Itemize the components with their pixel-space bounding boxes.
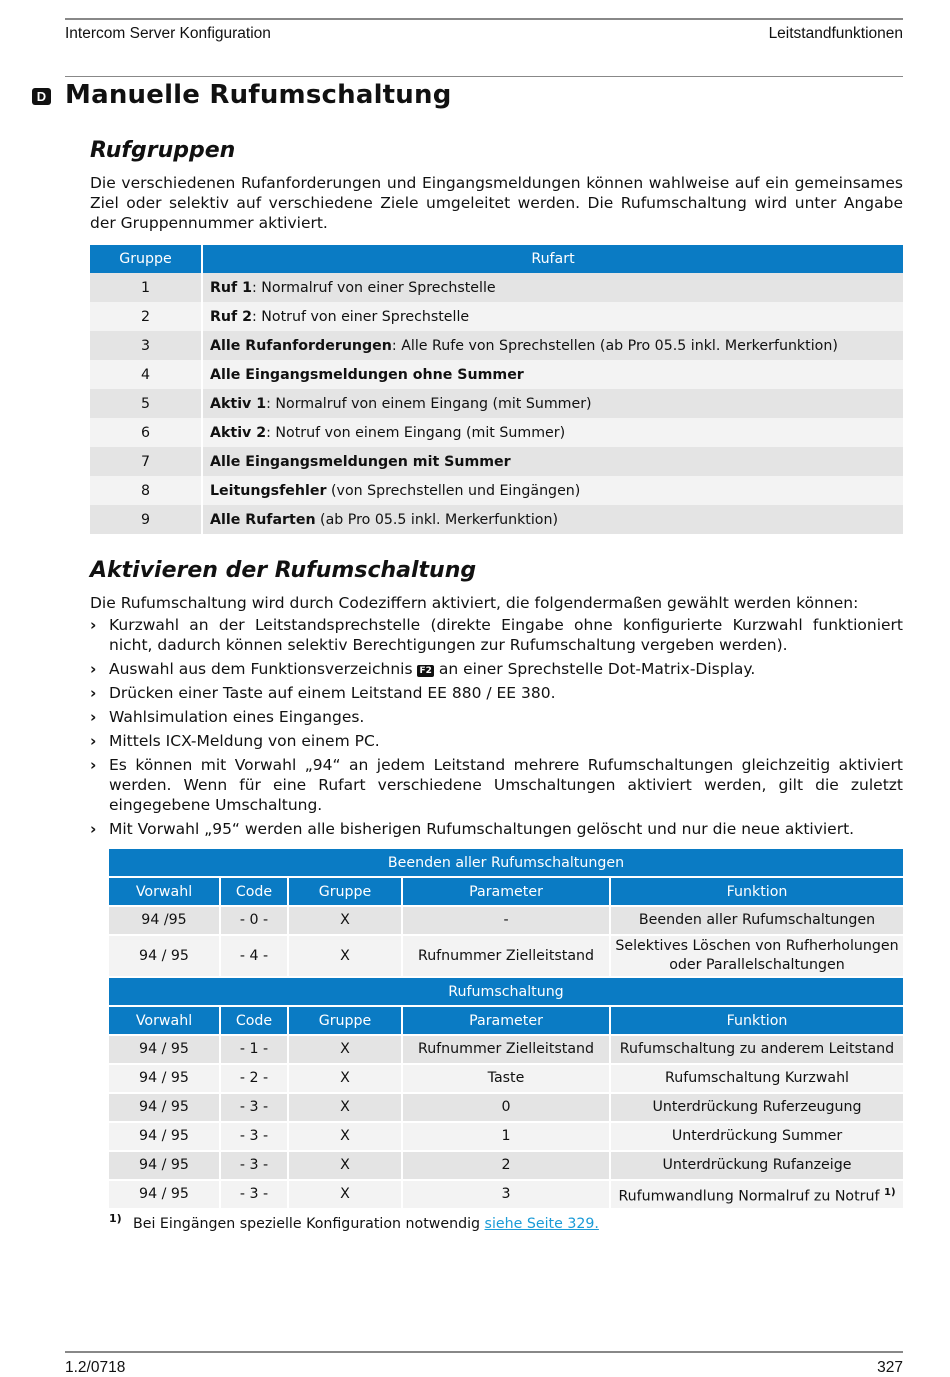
list-item [90, 683, 903, 703]
call-type [202, 476, 903, 505]
cell-vorwahl-value: 94 / 95 [139, 1157, 189, 1173]
call-type-name: Alle Eingangsmeldungen ohne Summer [210, 366, 524, 383]
cell-parameter-value: 3 [501, 1186, 511, 1202]
cell-parameter [402, 906, 610, 935]
cell-gruppe-value: X [340, 912, 350, 928]
table-group-title: Rufumschaltung [109, 977, 903, 1006]
bullet-text: Kurzwahl an der Leitstandsprechstelle (direkte Eingabe ohne konfigurierte Kurzwahl funktioniert nicht, dadurch können selektiv Berechtigungen zur Rufumschaltung vergeben werden). [109, 616, 903, 654]
cell-code [220, 1122, 288, 1151]
cell-code-value: - 3 - [239, 1157, 269, 1173]
cell-code [220, 1093, 288, 1122]
group-number: 1 [90, 273, 202, 302]
column-header-funktion: Funktion [610, 877, 903, 906]
column-header-code: Code [220, 1006, 288, 1035]
bullet-text: Auswahl aus dem Funktionsverzeichnis [109, 660, 418, 678]
list-item [90, 659, 903, 679]
chevron-right-icon: › [90, 756, 97, 774]
cell-code [220, 1064, 288, 1093]
cell-funktion-value: Beenden aller Rufumschaltungen [638, 912, 876, 928]
page-header [65, 18, 903, 76]
header-doc-title: Intercom Server Konfiguration [65, 25, 271, 42]
list-item [90, 819, 903, 839]
cell-code-value: - 3 - [239, 1099, 269, 1115]
cell-gruppe [288, 935, 402, 977]
column-header-parameter: Parameter [402, 877, 610, 906]
cell-vorwahl [109, 1151, 220, 1180]
cell-funktion [610, 935, 903, 977]
column-header-funktion: Funktion [610, 1006, 903, 1035]
section-heading-aktivieren: Aktivieren der Rufumschaltung [90, 558, 477, 583]
cell-vorwahl-value: 94 / 95 [139, 947, 189, 964]
call-type [202, 273, 903, 302]
main-content [90, 138, 903, 1232]
group-number: 8 [90, 476, 202, 505]
chevron-right-icon: › [90, 616, 97, 634]
cell-funktion [610, 1093, 903, 1122]
bullet-text: Mit Vorwahl „95“ werden alle bisherigen Rufumschaltungen gelöscht und nur die neue aktiviert. [109, 820, 855, 838]
cell-funktion [610, 906, 903, 935]
cell-vorwahl [109, 1064, 220, 1093]
call-type-name: Aktiv 1 [210, 395, 267, 412]
cell-parameter [402, 1035, 610, 1064]
call-type-description: (von Sprechstellen und Eingängen) [326, 482, 581, 499]
cell-code [220, 906, 288, 935]
cell-gruppe-value: X [340, 1070, 350, 1086]
call-type-description: : Normalruf von einer Sprechstelle [252, 279, 496, 296]
column-header-parameter: Parameter [402, 1006, 610, 1035]
table-row [109, 906, 903, 935]
cell-parameter [402, 1093, 610, 1122]
column-header-vorwahl: Vorwahl [109, 1006, 220, 1035]
column-header-gruppe: Gruppe [288, 877, 402, 906]
group-table [90, 245, 903, 534]
call-type [202, 360, 903, 389]
cell-funktion-value: Unterdrückung Summer [671, 1128, 843, 1144]
table-group-row [109, 849, 903, 877]
cell-parameter [402, 1180, 610, 1209]
cell-parameter-value: 2 [501, 1157, 511, 1173]
header-rule-top [65, 18, 903, 20]
table-row [90, 505, 903, 534]
group-table-header-gruppe: Gruppe [90, 245, 202, 273]
cell-funktion [610, 1151, 903, 1180]
table-row [109, 1122, 903, 1151]
table-header-row [109, 1006, 903, 1035]
code-table-body [109, 849, 903, 1209]
call-type [202, 505, 903, 534]
cell-gruppe-value: X [340, 1041, 350, 1057]
group-number: 3 [90, 331, 202, 360]
cell-parameter [402, 1064, 610, 1093]
cell-parameter-value: 1 [501, 1128, 511, 1144]
cell-funktion-value: Rufumwandlung Normalruf zu Notruf [618, 1188, 880, 1205]
bullet-text: Drücken einer Taste auf einem Leitstand EE 880 / EE 380. [109, 684, 556, 702]
table-row [109, 1151, 903, 1180]
call-type-name: Leitungsfehler [210, 482, 327, 499]
table-row [90, 389, 903, 418]
call-type [202, 389, 903, 418]
column-header-vorwahl: Vorwahl [109, 877, 220, 906]
cell-parameter-value: Rufnummer Zielleitstand [417, 1041, 595, 1057]
footer-version: 1.2/0718 [65, 1359, 126, 1376]
call-type-name: Ruf 2 [210, 308, 253, 325]
call-type-name: Alle Eingangsmeldungen mit Summer [210, 453, 511, 470]
bullet-list [90, 615, 903, 839]
cell-code [220, 1151, 288, 1180]
cell-code-value: - 1 - [239, 1041, 269, 1057]
cell-gruppe [288, 1035, 402, 1064]
call-type-description: : Notruf von einer Sprechstelle [252, 308, 470, 325]
table-row [90, 418, 903, 447]
call-type-name: Alle Rufanforderungen [210, 337, 392, 354]
cell-gruppe-value: X [340, 1099, 350, 1115]
cell-vorwahl-value: 94 / 95 [139, 1099, 189, 1115]
table-row [90, 302, 903, 331]
cell-code-value: - 3 - [239, 1186, 269, 1202]
cell-vorwahl-value: 94 / 95 [139, 1070, 189, 1086]
chevron-right-icon: › [90, 684, 97, 702]
cell-funktion-value: Selektives Löschen von Rufherholungen oder Parallelschaltungen [615, 938, 899, 973]
call-type [202, 418, 903, 447]
call-type-description: : Normalruf von einem Eingang (mit Summer) [266, 395, 592, 412]
table-header-row [109, 877, 903, 906]
cell-funktion-value: Unterdrückung Ruferzeugung [652, 1099, 862, 1115]
cell-code-value: - 2 - [239, 1070, 269, 1086]
call-type-name: Ruf 1 [210, 279, 253, 296]
table-row [90, 360, 903, 389]
table-row [109, 1035, 903, 1064]
cell-code [220, 1180, 288, 1209]
cell-vorwahl-value: 94 / 95 [139, 1186, 189, 1202]
cell-code-value: - 0 - [239, 912, 269, 928]
call-type [202, 331, 903, 360]
column-header-code: Code [220, 877, 288, 906]
cell-parameter [402, 1122, 610, 1151]
cell-funktion-value: Unterdrückung Rufanzeige [662, 1157, 852, 1173]
section-heading-rufgruppen: Rufgruppen [90, 138, 236, 163]
call-type-description: : Alle Rufe von Sprechstellen (ab Pro 05.5 inkl. Merkerfunktion) [391, 337, 838, 354]
chevron-right-icon: › [90, 820, 97, 838]
column-header-gruppe: Gruppe [288, 1006, 402, 1035]
chevron-right-icon: › [90, 732, 97, 750]
cell-funktion [610, 1064, 903, 1093]
cell-gruppe-value: X [340, 947, 350, 964]
f2-key-icon: F2 [419, 666, 432, 676]
list-item [90, 707, 903, 727]
lead-paragraph: Die Rufumschaltung wird durch Codeziffern aktiviert, die folgendermaßen gewählt werden können: [90, 594, 859, 612]
table-group-title: Beenden aller Rufumschaltungen [109, 849, 903, 877]
table-row [90, 447, 903, 476]
cell-funktion [610, 1180, 903, 1209]
call-type-description: : Notruf von einem Eingang (mit Summer) [266, 424, 566, 441]
table-row [109, 1064, 903, 1093]
table-row [90, 331, 903, 360]
bullet-text: Mittels ICX-Meldung von einem PC. [109, 732, 380, 750]
list-item [90, 731, 903, 751]
cell-gruppe [288, 906, 402, 935]
cell-code [220, 1035, 288, 1064]
call-type-name: Aktiv 2 [210, 424, 267, 441]
cell-code-value: - 3 - [239, 1128, 269, 1144]
footnote-text: Bei Eingängen spezielle Konfiguration notwendig [133, 1216, 485, 1232]
table-row [90, 476, 903, 505]
list-item [90, 615, 903, 655]
group-number: 6 [90, 418, 202, 447]
cell-parameter-value: 0 [501, 1099, 511, 1115]
code-table [109, 849, 903, 1210]
group-table-body [90, 273, 903, 534]
cell-parameter [402, 935, 610, 977]
table-row [109, 1093, 903, 1122]
cell-gruppe [288, 1093, 402, 1122]
chevron-right-icon: › [90, 660, 97, 678]
table-row [109, 935, 903, 977]
bullet-text: Es können mit Vorwahl „94“ an jedem Leitstand mehrere Rufumschaltungen gleichzeitig aktiviert werden. Wenn für eine Rufart verschiedene Umschaltungen aktiviert werden, gilt die zuletzt eingegebene Umschaltung. [109, 756, 903, 814]
cell-vorwahl-value: 94 / 95 [139, 1041, 189, 1057]
cell-parameter-value: - [503, 912, 509, 928]
footnote-reference: 1) [884, 1186, 896, 1198]
cell-parameter-value: Rufnummer Zielleitstand [417, 947, 595, 964]
group-number: 2 [90, 302, 202, 331]
cell-gruppe [288, 1180, 402, 1209]
page-footer [65, 1351, 903, 1376]
cell-funktion [610, 1035, 903, 1064]
group-table-header-rufart: Rufart [202, 245, 903, 273]
footnote-mark: 1) [109, 1212, 122, 1225]
group-number: 4 [90, 360, 202, 389]
header-rule-bottom [65, 76, 903, 77]
bullet-text: an einer Sprechstelle Dot-Matrix-Display. [433, 660, 756, 678]
cell-vorwahl [109, 1093, 220, 1122]
cell-gruppe-value: X [340, 1157, 350, 1173]
cell-gruppe-value: X [340, 1186, 350, 1202]
cell-code-value: - 4 - [239, 947, 269, 964]
group-number: 7 [90, 447, 202, 476]
header-chapter: Leitstandfunktionen [768, 25, 903, 42]
cell-gruppe [288, 1122, 402, 1151]
language-badge: D [32, 88, 51, 105]
cell-funktion-value: Rufumschaltung zu anderem Leitstand [619, 1041, 895, 1057]
table-row [109, 1180, 903, 1209]
cell-vorwahl [109, 1122, 220, 1151]
call-type [202, 447, 903, 476]
call-type-name: Alle Rufarten [210, 511, 316, 528]
cell-vorwahl [109, 1035, 220, 1064]
table-group-row [109, 977, 903, 1006]
group-number: 9 [90, 505, 202, 534]
call-type-description: (ab Pro 05.5 inkl. Merkerfunktion) [315, 511, 559, 528]
cell-funktion [610, 1122, 903, 1151]
table-row [90, 273, 903, 302]
cell-gruppe-value: X [340, 1128, 350, 1144]
cell-vorwahl [109, 935, 220, 977]
bullet-text: Wahlsimulation eines Einganges. [109, 708, 365, 726]
footer-page-number: 327 [877, 1359, 903, 1376]
cell-vorwahl [109, 1180, 220, 1209]
cell-parameter-value: Taste [487, 1070, 525, 1086]
footnote [109, 1212, 903, 1232]
cell-code [220, 935, 288, 977]
group-number: 5 [90, 389, 202, 418]
chevron-right-icon: › [90, 708, 97, 726]
cell-funktion-value: Rufumschaltung Kurzwahl [665, 1070, 849, 1086]
cell-gruppe [288, 1064, 402, 1093]
cell-parameter [402, 1151, 610, 1180]
cell-vorwahl-value: 94 / 95 [139, 1128, 189, 1144]
cell-vorwahl [109, 906, 220, 935]
call-type [202, 302, 903, 331]
list-item [90, 755, 903, 815]
cell-vorwahl-value: 94 /95 [141, 912, 187, 928]
cell-gruppe [288, 1151, 402, 1180]
intro-paragraph: Die verschiedenen Rufanforderungen und Eingangsmeldungen können wahlweise auf ein gemeinsames Ziel oder selektiv auf verschiedene Ziele umgeleitet werden. Die Rufumschaltung wird unter Angabe der Gruppennummer aktiviert. [90, 174, 903, 232]
page-title: Manuelle Rufumschaltung [65, 80, 452, 110]
page-link[interactable]: siehe Seite 329. [484, 1216, 599, 1232]
